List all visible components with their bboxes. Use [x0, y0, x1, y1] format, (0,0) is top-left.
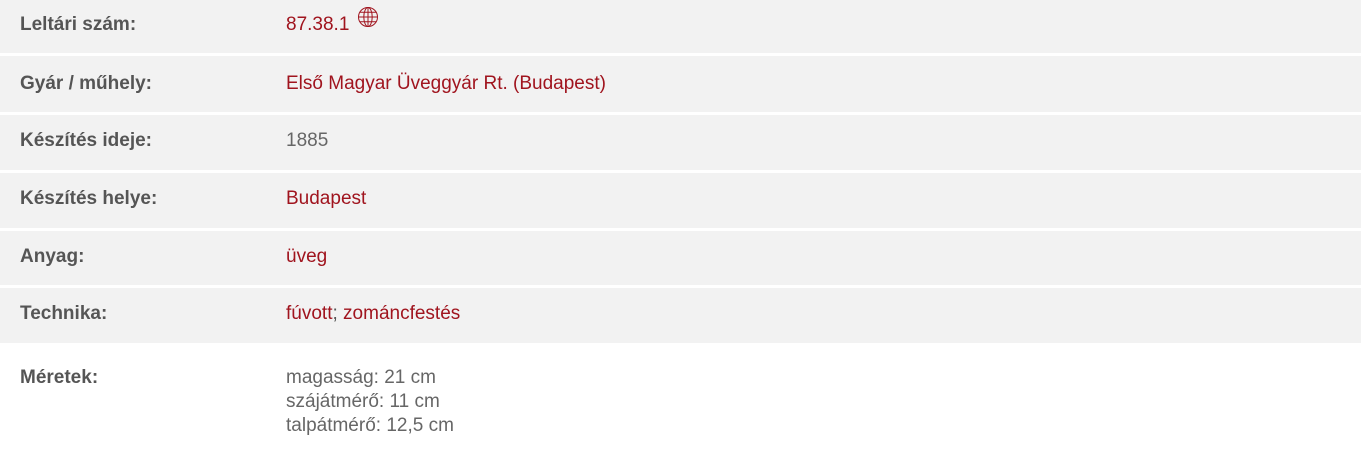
inventory-number-label: Leltári szám: [20, 14, 137, 35]
row-inventory-number [0, 0, 1361, 56]
dimension-base-diameter: talpátmérő: 12,5 cm [286, 415, 454, 436]
workshop-value-cell [286, 56, 1361, 112]
row-dimensions [0, 346, 1361, 464]
technique-separator: ; [332, 303, 338, 324]
dimension-mouth-diameter: szájátmérő: 11 cm [286, 391, 440, 412]
creation-date-value: 1885 [286, 130, 329, 151]
dimensions-value-cell [286, 366, 1361, 438]
material-label: Anyag: [20, 246, 85, 267]
row-technique [0, 288, 1361, 346]
technique-value-cell [286, 288, 1361, 340]
globe-icon[interactable] [357, 0, 379, 48]
creation-place-label: Készítés helye: [20, 188, 158, 209]
material-value-cell [286, 231, 1361, 283]
technique-label: Technika: [20, 303, 108, 324]
material-link[interactable]: üveg [286, 246, 328, 267]
row-creation-place [0, 173, 1361, 231]
row-material [0, 231, 1361, 288]
inventory-number-link[interactable]: 87.38.1 [286, 14, 350, 36]
creation-date-label: Készítés ideje: [20, 130, 152, 151]
row-workshop [0, 56, 1361, 115]
workshop-label: Gyár / műhely: [20, 73, 152, 94]
creation-place-value-cell [286, 173, 1361, 225]
technique-link-enamel-painting[interactable]: zománcfestés [343, 303, 461, 324]
dimension-height: magasság: 21 cm [286, 367, 436, 388]
inventory-number-value-cell [286, 0, 1361, 50]
creation-place-link[interactable]: Budapest [286, 188, 367, 209]
technique-link-blown[interactable]: fúvott [286, 303, 333, 324]
dimensions-label: Méretek: [20, 367, 99, 388]
workshop-link[interactable]: Első Magyar Üveggyár Rt. (Budapest) [286, 73, 606, 94]
row-creation-date [0, 115, 1361, 173]
